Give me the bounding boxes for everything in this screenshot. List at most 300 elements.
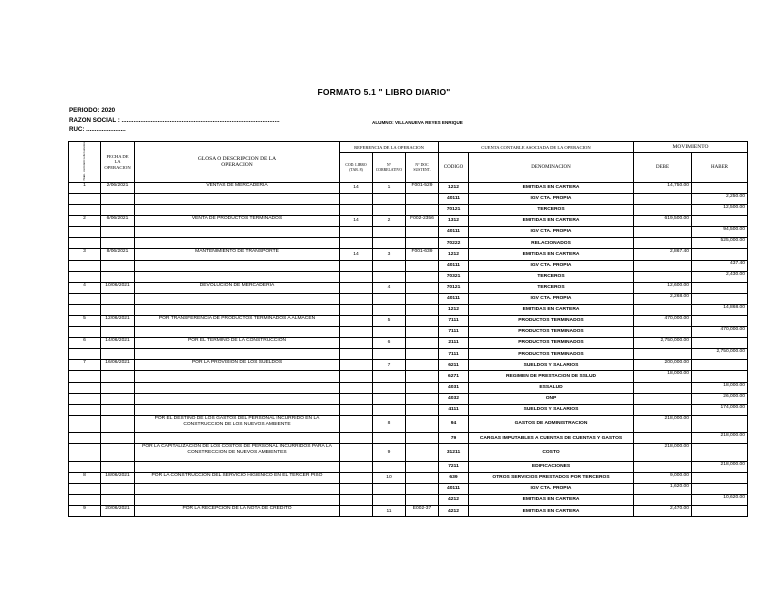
entry-number: 3: [69, 249, 101, 260]
entry-doc-sustento: [406, 404, 439, 415]
entry-number: 9: [69, 506, 101, 517]
entry-number: [69, 271, 101, 282]
entry-cod-libro: [340, 393, 373, 404]
debe-amount: 470,000.00: [634, 316, 692, 327]
account-name: EMITIDAS EN CARTERA: [469, 495, 634, 506]
header-referencia: REFERENCIA DE LA OPERACION: [340, 142, 439, 153]
debe-amount: 12,600.00: [634, 282, 692, 293]
account-name: COSTO: [469, 444, 634, 462]
entry-number: [69, 433, 101, 444]
account-name: PRODUCTOS TERMINADOS: [469, 327, 634, 338]
entry-doc-sustento: [406, 282, 439, 293]
entry-description: POR TRANSFERENCIA DE PRODUCTOS TERMINADOS A ALMACEN: [135, 316, 340, 327]
entry-doc-sustento: [406, 484, 439, 495]
entry-number: [69, 444, 101, 462]
entry-number: [69, 238, 101, 249]
debe-amount: [634, 382, 692, 393]
entry-number: [69, 382, 101, 393]
header-fecha: FECHA DE LA OPERACION: [101, 142, 135, 183]
haber-amount: 10,620.00: [692, 495, 748, 506]
entry-date: 2/06/2021: [101, 182, 135, 193]
entry-date: 10/06/2021: [101, 282, 135, 293]
debe-amount: [634, 433, 692, 444]
entry-correlativo: [373, 238, 406, 249]
entry-correlativo: [373, 433, 406, 444]
account-name: EMITIDAS EN CARTERA: [469, 304, 634, 315]
entry-number: [69, 371, 101, 382]
haber-amount: [692, 360, 748, 371]
haber-amount: 525,000.00: [692, 238, 748, 249]
entry-date: [101, 484, 135, 495]
debe-amount: 1,620.00: [634, 484, 692, 495]
account-name: EMITIDAS EN CARTERA: [469, 506, 634, 517]
table-row: [69, 382, 748, 393]
account-code: 70321: [439, 271, 469, 282]
entry-correlativo: [373, 382, 406, 393]
account-name: PRODUCTOS TERMINADOS: [469, 338, 634, 349]
entry-cod-libro: [340, 360, 373, 371]
entry-date: [101, 404, 135, 415]
entry-number: [69, 205, 101, 216]
entry-date: [101, 433, 135, 444]
entry-correlativo: [373, 371, 406, 382]
entry-cod-libro: [340, 404, 373, 415]
table-row: [69, 444, 748, 462]
entry-description: POR EL DESTINO DE LOS GASTOS DEL PERSONAL INCURRIDO EN LA CONSTRUCCION DE LOS NUEVOS AMBIENTE: [135, 415, 340, 433]
entry-doc-sustento: [406, 327, 439, 338]
haber-amount: [692, 371, 748, 382]
entry-date: 12/06/2021: [101, 316, 135, 327]
entry-correlativo: [373, 461, 406, 472]
haber-amount: 470,000.00: [692, 327, 748, 338]
table-row: [69, 506, 748, 517]
entry-doc-sustento: [406, 260, 439, 271]
account-name: EMITIDAS EN CARTERA: [469, 182, 634, 193]
entry-date: [101, 293, 135, 304]
entry-correlativo: 9: [373, 444, 406, 462]
haber-amount: 2,250.00: [692, 193, 748, 204]
account-code: 6211: [439, 360, 469, 371]
entry-correlativo: [373, 193, 406, 204]
account-name: CARGAS IMPUTABLES A CUENTAS DE CUENTAS Y GASTOS: [469, 433, 634, 444]
header-codigo: CODIGO: [439, 153, 469, 183]
entry-doc-sustento: [406, 316, 439, 327]
ruc-label: RUC: .......................: [69, 126, 126, 133]
haber-amount: [692, 415, 748, 433]
account-name: TERCEROS: [469, 205, 634, 216]
account-code: 1312: [439, 216, 469, 227]
entry-cod-libro: 14: [340, 216, 373, 227]
account-code: 7111: [439, 316, 469, 327]
entry-doc-sustento: [406, 349, 439, 360]
entry-description: [135, 293, 340, 304]
account-code: 4111: [439, 404, 469, 415]
debe-amount: [634, 404, 692, 415]
table-row: [69, 316, 748, 327]
entry-description: [135, 382, 340, 393]
account-code: 7211: [439, 461, 469, 472]
haber-amount: [692, 444, 748, 462]
entry-cod-libro: [340, 238, 373, 249]
account-name: IGV CTA. PROPIA: [469, 293, 634, 304]
entry-cod-libro: [340, 473, 373, 484]
entry-description: VENTAS DE MERCADERIA: [135, 182, 340, 193]
entry-doc-sustento: [406, 444, 439, 462]
entry-description: [135, 260, 340, 271]
entry-doc-sustento: [406, 304, 439, 315]
account-code: 4031: [439, 382, 469, 393]
table-row: [69, 338, 748, 349]
entry-description: MANTENIMIENTO DE TRANSPORTE: [135, 249, 340, 260]
debe-amount: [634, 461, 692, 472]
entry-cod-libro: [340, 271, 373, 282]
entry-cod-libro: [340, 338, 373, 349]
entry-description: [135, 327, 340, 338]
account-name: SUELDOS Y SALARIOS: [469, 360, 634, 371]
entry-correlativo: 1: [373, 182, 406, 193]
debe-amount: 2,867.40: [634, 249, 692, 260]
header-num-corr: N° CORRELATIVO: [373, 153, 406, 183]
entry-correlativo: 3: [373, 249, 406, 260]
entry-correlativo: 6: [373, 338, 406, 349]
entry-cod-libro: [340, 316, 373, 327]
entry-description: POR EL TERMINO DE LA CONSTRUCCION: [135, 338, 340, 349]
table-row: [69, 182, 748, 193]
entry-description: DEVOLUCION DE MERCADERIA: [135, 282, 340, 293]
debe-amount: [634, 271, 692, 282]
haber-amount: 26,000.00: [692, 393, 748, 404]
entry-date: [101, 382, 135, 393]
table-row: [69, 433, 748, 444]
entry-number: [69, 327, 101, 338]
entry-date: [101, 327, 135, 338]
table-row: [69, 282, 748, 293]
entry-cod-libro: 14: [340, 249, 373, 260]
debe-amount: 200,000.00: [634, 360, 692, 371]
entry-description: [135, 349, 340, 360]
entry-date: [101, 415, 135, 433]
account-name: SUELDOS Y SALARIOS: [469, 404, 634, 415]
haber-amount: 94,500.00: [692, 227, 748, 238]
debe-amount: 9,000.00: [634, 473, 692, 484]
entry-doc-sustento: [406, 338, 439, 349]
entry-date: 18/06/2021: [101, 473, 135, 484]
entry-cod-libro: [340, 444, 373, 462]
entry-description: POR LA CONSTRUCCION DEL SERVICIO HIGIENICO EN EL TERCER PISO: [135, 473, 340, 484]
entry-number: 4: [69, 282, 101, 293]
entry-date: [101, 205, 135, 216]
entry-description: [135, 495, 340, 506]
entry-doc-sustento: F001-529: [406, 182, 439, 193]
haber-amount: [692, 249, 748, 260]
debe-amount: 18,000.00: [634, 371, 692, 382]
account-name: TERCEROS: [469, 282, 634, 293]
entry-cod-libro: [340, 433, 373, 444]
haber-amount: [692, 338, 748, 349]
alumno-label: ALUMNO: VILLANUEVA REYES ENRIQUE: [372, 120, 463, 125]
account-code: 40111: [439, 293, 469, 304]
entry-correlativo: [373, 205, 406, 216]
entry-number: [69, 495, 101, 506]
entry-date: [101, 193, 135, 204]
account-name: EMITIDAS EN CARTERA: [469, 249, 634, 260]
entry-number: 5: [69, 316, 101, 327]
account-code: 6271: [439, 371, 469, 382]
account-code: 70222: [439, 238, 469, 249]
entry-date: [101, 495, 135, 506]
entry-doc-sustento: [406, 393, 439, 404]
entry-cod-libro: 14: [340, 182, 373, 193]
entry-date: [101, 260, 135, 271]
haber-amount: [692, 182, 748, 193]
table-row: [69, 484, 748, 495]
entry-number: [69, 484, 101, 495]
account-code: 1212: [439, 182, 469, 193]
entry-number: [69, 415, 101, 433]
entry-correlativo: 7: [373, 360, 406, 371]
entry-doc-sustento: [406, 360, 439, 371]
entry-date: [101, 349, 135, 360]
table-row: [69, 349, 748, 360]
account-code: 2111: [439, 338, 469, 349]
entry-correlativo: 4: [373, 282, 406, 293]
table-row: [69, 293, 748, 304]
entry-description: POR LA PROVISION DE LOS SUELDOS: [135, 360, 340, 371]
entry-correlativo: 8: [373, 415, 406, 433]
account-name: EDIFICACIONES: [469, 461, 634, 472]
account-code: 31211: [439, 444, 469, 462]
entry-number: 7: [69, 360, 101, 371]
entry-doc-sustento: [406, 293, 439, 304]
entry-description: [135, 304, 340, 315]
haber-amount: 437.40: [692, 260, 748, 271]
debe-amount: [634, 327, 692, 338]
entry-doc-sustento: [406, 193, 439, 204]
entry-description: [135, 461, 340, 472]
table-row: [69, 360, 748, 371]
haber-amount: [692, 473, 748, 484]
entry-cod-libro: [340, 293, 373, 304]
haber-amount: [692, 316, 748, 327]
entry-correlativo: [373, 304, 406, 315]
debe-amount: [634, 205, 692, 216]
entry-cod-libro: [340, 227, 373, 238]
account-code: 40111: [439, 260, 469, 271]
entry-number: [69, 304, 101, 315]
entry-cod-libro: [340, 506, 373, 517]
debe-amount: 14,750.00: [634, 182, 692, 193]
entry-number: [69, 193, 101, 204]
header-cod-libro: COD. LIBRO (TAB. 8): [340, 153, 373, 183]
header-haber: HABER: [692, 153, 748, 183]
account-code: 40111: [439, 227, 469, 238]
entry-date: 16/06/2021: [101, 360, 135, 371]
entry-date: [101, 444, 135, 462]
table-row: [69, 271, 748, 282]
entry-correlativo: [373, 349, 406, 360]
entry-doc-sustento: [406, 382, 439, 393]
entry-number: [69, 293, 101, 304]
debe-amount: [634, 238, 692, 249]
haber-amount: [692, 282, 748, 293]
libro-diario-table: [68, 141, 748, 517]
entry-number: [69, 227, 101, 238]
header-glosa: GLOSA O DESCRIPCION DE LA OPERACION: [135, 142, 340, 183]
entry-description: [135, 433, 340, 444]
table-row: [69, 404, 748, 415]
account-name: RELACIONADOS: [469, 238, 634, 249]
entry-doc-sustento: [406, 227, 439, 238]
entry-description: [135, 227, 340, 238]
account-code: 94: [439, 415, 469, 433]
debe-amount: [634, 304, 692, 315]
account-name: IGV CTA. PROPIA: [469, 193, 634, 204]
entry-correlativo: [373, 227, 406, 238]
header-num-doc: N° DOC SUSTENT.: [406, 153, 439, 183]
account-name: EMITIDAS EN CARTERA: [469, 216, 634, 227]
header-denominacion: DENOMINACION: [469, 153, 634, 183]
haber-amount: 2,430.00: [692, 271, 748, 282]
account-code: 40111: [439, 193, 469, 204]
entry-number: [69, 393, 101, 404]
entry-correlativo: [373, 393, 406, 404]
account-code: 1212: [439, 304, 469, 315]
account-name: IGV CTA. PROPIA: [469, 227, 634, 238]
entry-date: 6/06/2021: [101, 216, 135, 227]
table-row: [69, 473, 748, 484]
entry-correlativo: [373, 495, 406, 506]
entry-cod-libro: [340, 304, 373, 315]
haber-amount: 2,750,000.00: [692, 349, 748, 360]
haber-amount: 12,500.00: [692, 205, 748, 216]
entry-number: [69, 461, 101, 472]
debe-amount: 2,268.00: [634, 293, 692, 304]
entry-cod-libro: [340, 382, 373, 393]
entry-cod-libro: [340, 484, 373, 495]
entry-doc-sustento: [406, 415, 439, 433]
header-num-correlativo: Num. correlativo del asiento: [69, 142, 101, 183]
periodo-label: PERIODO: 2020: [69, 107, 116, 114]
header-cuenta-contable: CUENTA CONTABLE ASOCIADA DE LA OPERACION: [439, 142, 634, 153]
entry-cod-libro: [340, 327, 373, 338]
entry-doc-sustento: [406, 371, 439, 382]
entry-cod-libro: [340, 260, 373, 271]
document-title: FORMATO 5.1 " LIBRO DIARIO": [317, 87, 451, 97]
entry-correlativo: [373, 260, 406, 271]
debe-amount: [634, 227, 692, 238]
debe-amount: 2,470.00: [634, 506, 692, 517]
entry-correlativo: [373, 404, 406, 415]
entry-cod-libro: [340, 193, 373, 204]
haber-amount: 14,868.00: [692, 304, 748, 315]
entry-description: VENTA DE PRODUCTOS TERMINADOS: [135, 216, 340, 227]
table-row: [69, 249, 748, 260]
account-name: ONP: [469, 393, 634, 404]
account-code: 70121: [439, 282, 469, 293]
entry-doc-sustento: [406, 461, 439, 472]
entry-doc-sustento: [406, 271, 439, 282]
entry-description: [135, 371, 340, 382]
account-name: PRODUCTOS TERMINADOS: [469, 316, 634, 327]
account-code: 7111: [439, 327, 469, 338]
table-row: [69, 393, 748, 404]
entry-description: POR LA CAPITALIZACION DE LOS COSTOS DE PERSONAL INCURRIDOS PARA LA CONSTRECCION DE NUEVOS AMBIENTES: [135, 444, 340, 462]
account-name: TERCEROS: [469, 271, 634, 282]
entry-cod-libro: [340, 461, 373, 472]
entry-description: [135, 484, 340, 495]
entry-description: [135, 193, 340, 204]
table-row: [69, 495, 748, 506]
entry-correlativo: 10: [373, 473, 406, 484]
debe-amount: 2,750,000.00: [634, 338, 692, 349]
debe-amount: 619,500.00: [634, 216, 692, 227]
table-row: [69, 461, 748, 472]
entry-date: 8/06/2021: [101, 249, 135, 260]
table-row: [69, 327, 748, 338]
account-code: 7111: [439, 349, 469, 360]
entry-doc-sustento: [406, 238, 439, 249]
entry-date: [101, 371, 135, 382]
table-row: [69, 260, 748, 271]
entry-cod-libro: [340, 495, 373, 506]
entry-cod-libro: [340, 205, 373, 216]
account-code: 4032: [439, 393, 469, 404]
entry-description: [135, 393, 340, 404]
table-row: [69, 205, 748, 216]
header-debe: DEBE: [634, 153, 692, 183]
entry-description: [135, 271, 340, 282]
entry-doc-sustento: E002-37: [406, 506, 439, 517]
entry-number: [69, 404, 101, 415]
entry-date: [101, 227, 135, 238]
entry-date: [101, 271, 135, 282]
entry-correlativo: [373, 293, 406, 304]
account-name: REGIMEN DE PRESTACION DE SSLUD: [469, 371, 634, 382]
haber-amount: 18,000.00: [692, 382, 748, 393]
account-name: GASTOS DE ADMINISTRACION: [469, 415, 634, 433]
razon-social-label: RAZON SOCIAL : ............................................................................................: [69, 117, 280, 124]
account-code: 70121: [439, 205, 469, 216]
entry-number: [69, 260, 101, 271]
account-code: 4212: [439, 506, 469, 517]
table-row: [69, 238, 748, 249]
haber-amount: 218,000.00: [692, 433, 748, 444]
debe-amount: 218,000.00: [634, 444, 692, 462]
entry-cod-libro: [340, 349, 373, 360]
haber-amount: [692, 484, 748, 495]
account-code: 639: [439, 473, 469, 484]
table-row: [69, 216, 748, 227]
account-code: 40111: [439, 484, 469, 495]
entry-doc-sustento: [406, 433, 439, 444]
account-name: IGV CTA. PROPIA: [469, 484, 634, 495]
entry-correlativo: [373, 327, 406, 338]
entry-correlativo: [373, 484, 406, 495]
entry-cod-libro: [340, 282, 373, 293]
entry-doc-sustento: F002-2356: [406, 216, 439, 227]
haber-amount: [692, 216, 748, 227]
entry-description: [135, 404, 340, 415]
table-row: [69, 304, 748, 315]
entry-description: POR LA RECEPCION DE LA NOTA DE CREDITO: [135, 506, 340, 517]
account-code: 4212: [439, 495, 469, 506]
entry-date: [101, 461, 135, 472]
entry-number: 1: [69, 182, 101, 193]
entry-doc-sustento: F001-639: [406, 249, 439, 260]
account-name: IGV CTA. PROPIA: [469, 260, 634, 271]
entry-correlativo: 5: [373, 316, 406, 327]
debe-amount: [634, 193, 692, 204]
